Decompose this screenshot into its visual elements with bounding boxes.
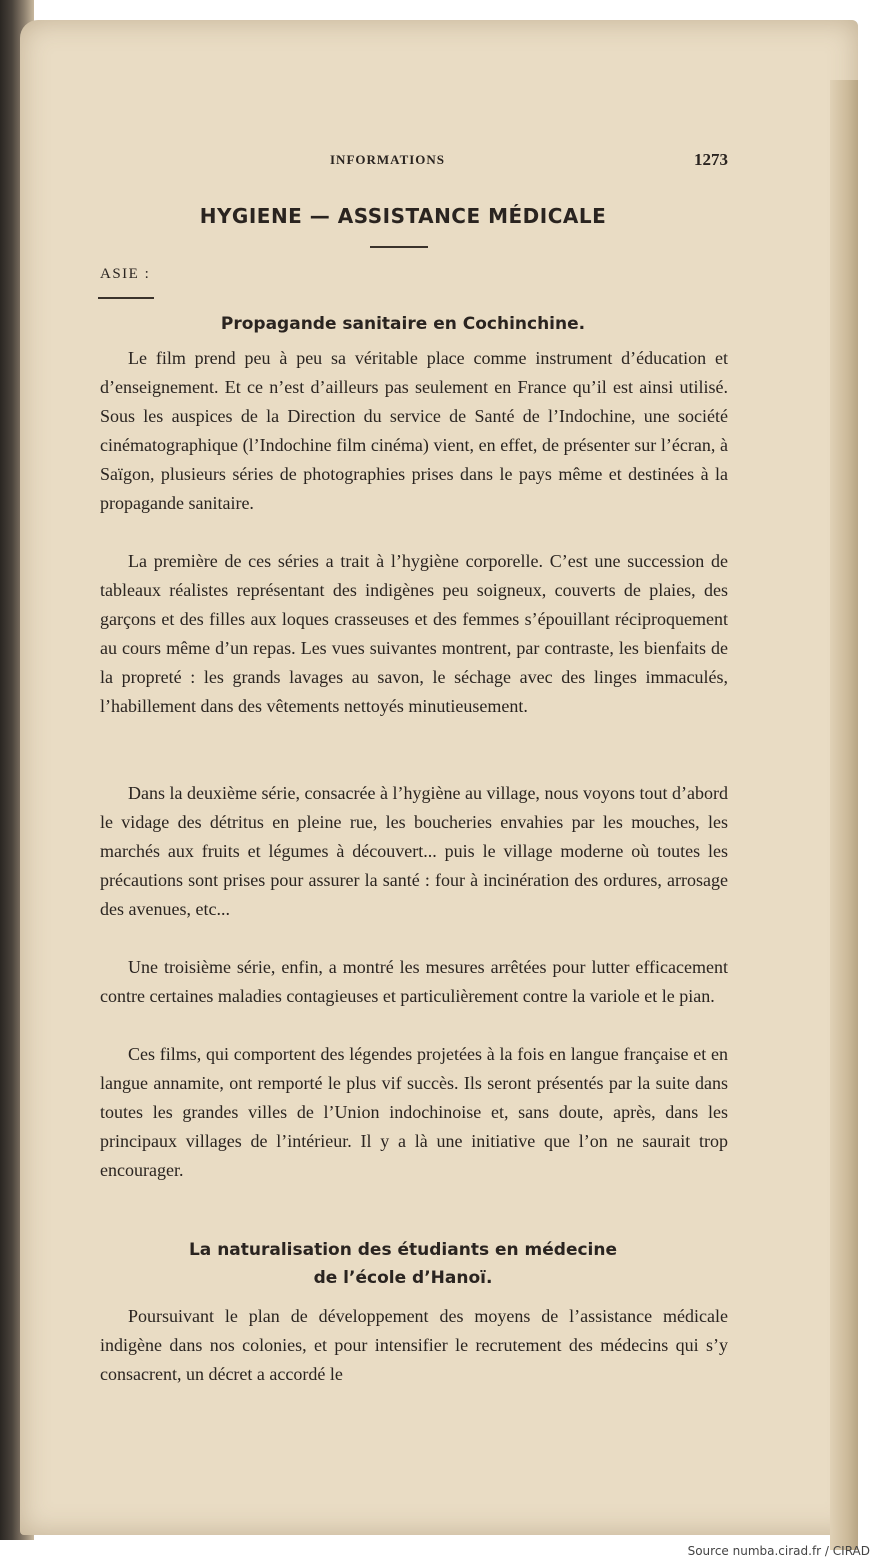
source-credit: Source numba.cirad.fr / CIRAD (687, 1544, 870, 1558)
running-head (78, 150, 728, 172)
article-heading-cochinchine: Propagande sanitaire en Cochinchine. (220, 314, 586, 334)
paragraph: Dans la deuxième série, consacrée à l’hygiène au village, nous voyons tout d’abord le vidage des détritus en pleine rue, les boucheries envahies par les mouches, les marchés aux fruits et légumes à découvert... puis le village moderne où toutes les précautions sont prises pour assurer la santé : four à incinération des ordures, arrosage des avenues, etc... (100, 783, 728, 919)
running-title: INFORMATIONS (330, 152, 446, 167)
paragraph: Poursuivant le plan de développement des moyens de l’assistance médicale indigène dans nos colonies, et pour intensifier le recrutement des médecins qui s’y consacrent, un décret a accordé le (100, 1306, 728, 1384)
region-label: ASIE : (100, 266, 151, 282)
region-rule (98, 297, 154, 299)
paragraph: Le film prend peu à peu sa véritable place comme instrument d’éducation et d’enseignement. Et ce n’est d’ailleurs pas seulement en France qu’il est ainsi utilisé. Sous les auspices de la Direction du service de Santé de l’Indochine, une société cinématographique (l’Indochine film cinéma) vient, en effet, de présenter sur l’écran, à Saïgon, plusieurs séries de photographies prises dans le pays même et destinées à la propagande sanitaire. (100, 348, 728, 513)
paragraph: Une troisième série, enfin, a montré les mesures arrêtées pour lutter efficacement contre certaines maladies contagieuses et particulièrement contre la variole et le pian. (100, 957, 728, 1006)
paragraph: Ces films, qui comportent des légendes projetées à la fois en langue française et en langue annamite, ont remporté le plus vif succès. Ils seront présentés par la suite dans toutes les grandes villes de l’Union indochinoise et, sans doute, après, dans les principaux villages de l’intérieur. Il y a là une initiative que l’on ne saurait trop encourager. (100, 1044, 728, 1180)
section-title: HYGIENE — ASSISTANCE MÉDICALE (199, 204, 607, 228)
page-edge (830, 80, 858, 1550)
paragraph: La première de ces séries a trait à l’hygiène corporelle. C’est une succession de tableaux réalistes représentant des indigènes peu soigneux, couverts de plaies, des garçons et des filles aux loques crasseuses et des femmes s’épouillant réciproquement au cours même d’un repas. Les vues suivantes montrent, par contraste, les bienfaits de la propreté : les grands lavages au savon, le séchage avec des linges immaculés, l’habillement dans des vêtements nettoyés minutieusement. (100, 551, 728, 716)
article-heading-naturalisation-line1: La naturalisation des étudiants en médecine (188, 1240, 618, 1260)
page-number: 1273 (694, 150, 728, 169)
title-rule (370, 246, 428, 248)
article-heading-naturalisation-line2: de l’école d’Hanoï. (313, 1268, 493, 1288)
